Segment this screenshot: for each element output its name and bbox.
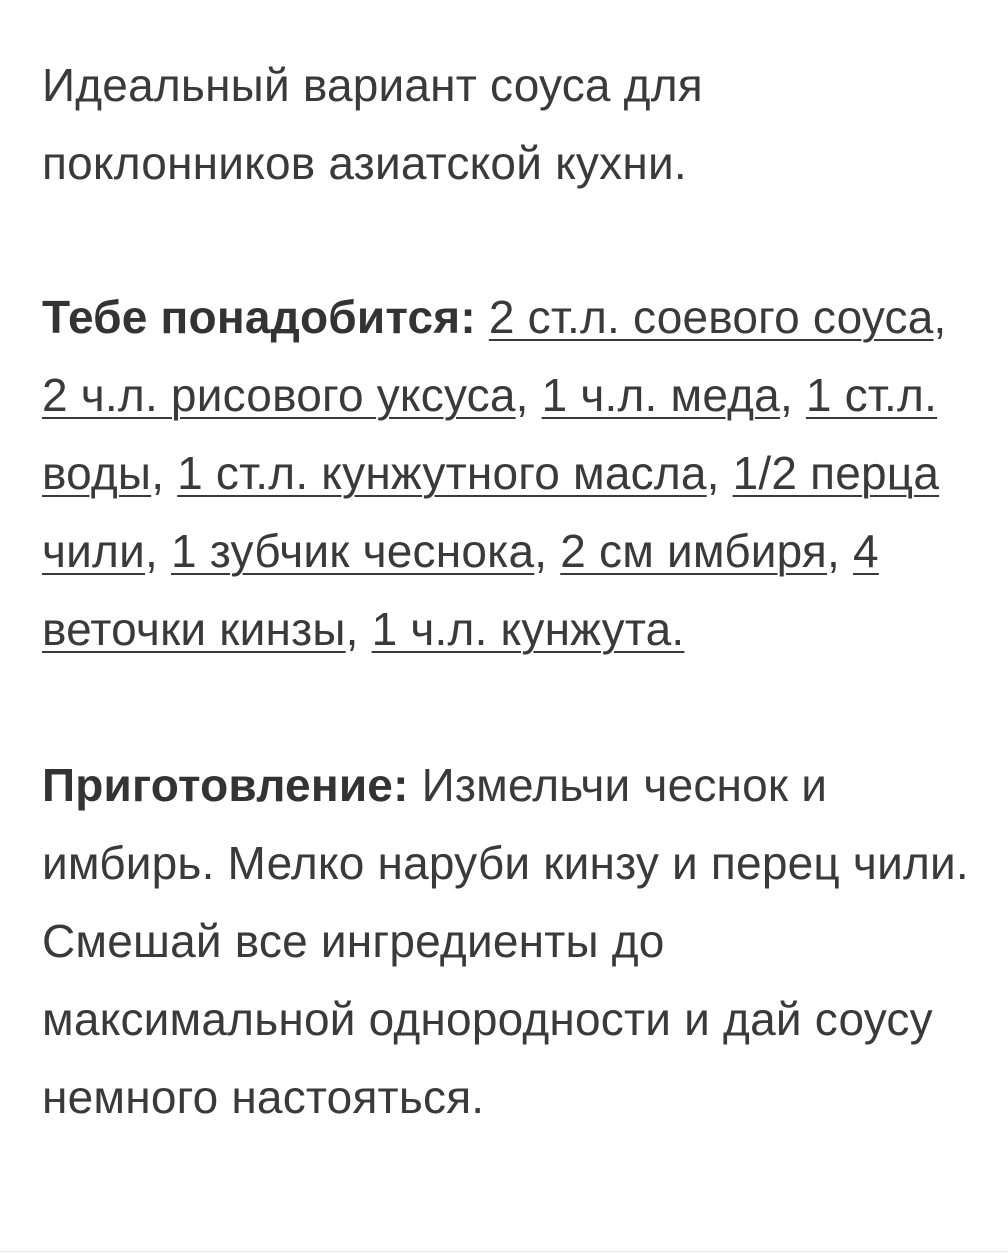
ingredient-link-cilantro[interactable]: 4 веточки кинзы — [42, 525, 879, 655]
ingredient-link-sesame-oil[interactable]: 1 ст.л. кунжутного масла — [177, 447, 707, 499]
paragraph-spacer — [42, 668, 972, 746]
ingredient-separator: , — [345, 603, 372, 655]
ingredient-separator: , — [151, 447, 178, 499]
bottom-divider — [0, 1251, 1008, 1252]
ingredient-link-soy-sauce[interactable]: 2 ст.л. соевого соуса — [488, 291, 934, 343]
ingredient-separator: , — [933, 291, 947, 343]
ingredient-link-ginger[interactable]: 2 см имбиря — [560, 525, 828, 577]
ingredient-separator: , — [827, 525, 853, 577]
intro-paragraph: Идеальный вариант соуса для поклонников азиатской кухни. — [42, 59, 703, 189]
ingredient-separator: , — [515, 369, 542, 421]
ingredient-separator: , — [779, 369, 806, 421]
ingredient-link-garlic[interactable]: 1 зубчик чеснока — [170, 525, 535, 577]
ingredient-separator: , — [145, 525, 171, 577]
recipe-article — [42, 46, 972, 1136]
ingredient-separator: , — [706, 447, 733, 499]
preparation-label: Приготовление: — [42, 759, 409, 811]
ingredient-separator: , — [534, 525, 561, 577]
ingredient-link-rice-vinegar[interactable]: 2 ч.л. рисового уксуса — [42, 369, 516, 421]
ingredient-link-honey[interactable]: 1 ч.л. меда — [541, 369, 780, 421]
ingredients-label: Тебе понадобится: — [42, 291, 476, 343]
preparation-paragraph — [42, 746, 972, 1136]
ingredient-link-sesame[interactable]: 1 ч.л. кунжута. — [371, 603, 685, 655]
preparation-text: Измельчи чеснок и имбирь. Мелко наруби кинзу и перец чили. Смешай все ингредиенты до максимальной однородности и дай соусу немного настояться. — [42, 759, 969, 1123]
paragraph-spacer — [42, 202, 972, 278]
ingredient-link-water[interactable]: 1 ст.л. воды — [42, 369, 938, 499]
ingredients-paragraph — [42, 278, 972, 668]
ingredient-link-chili-pepper[interactable]: 1/2 перца чили — [42, 447, 940, 577]
